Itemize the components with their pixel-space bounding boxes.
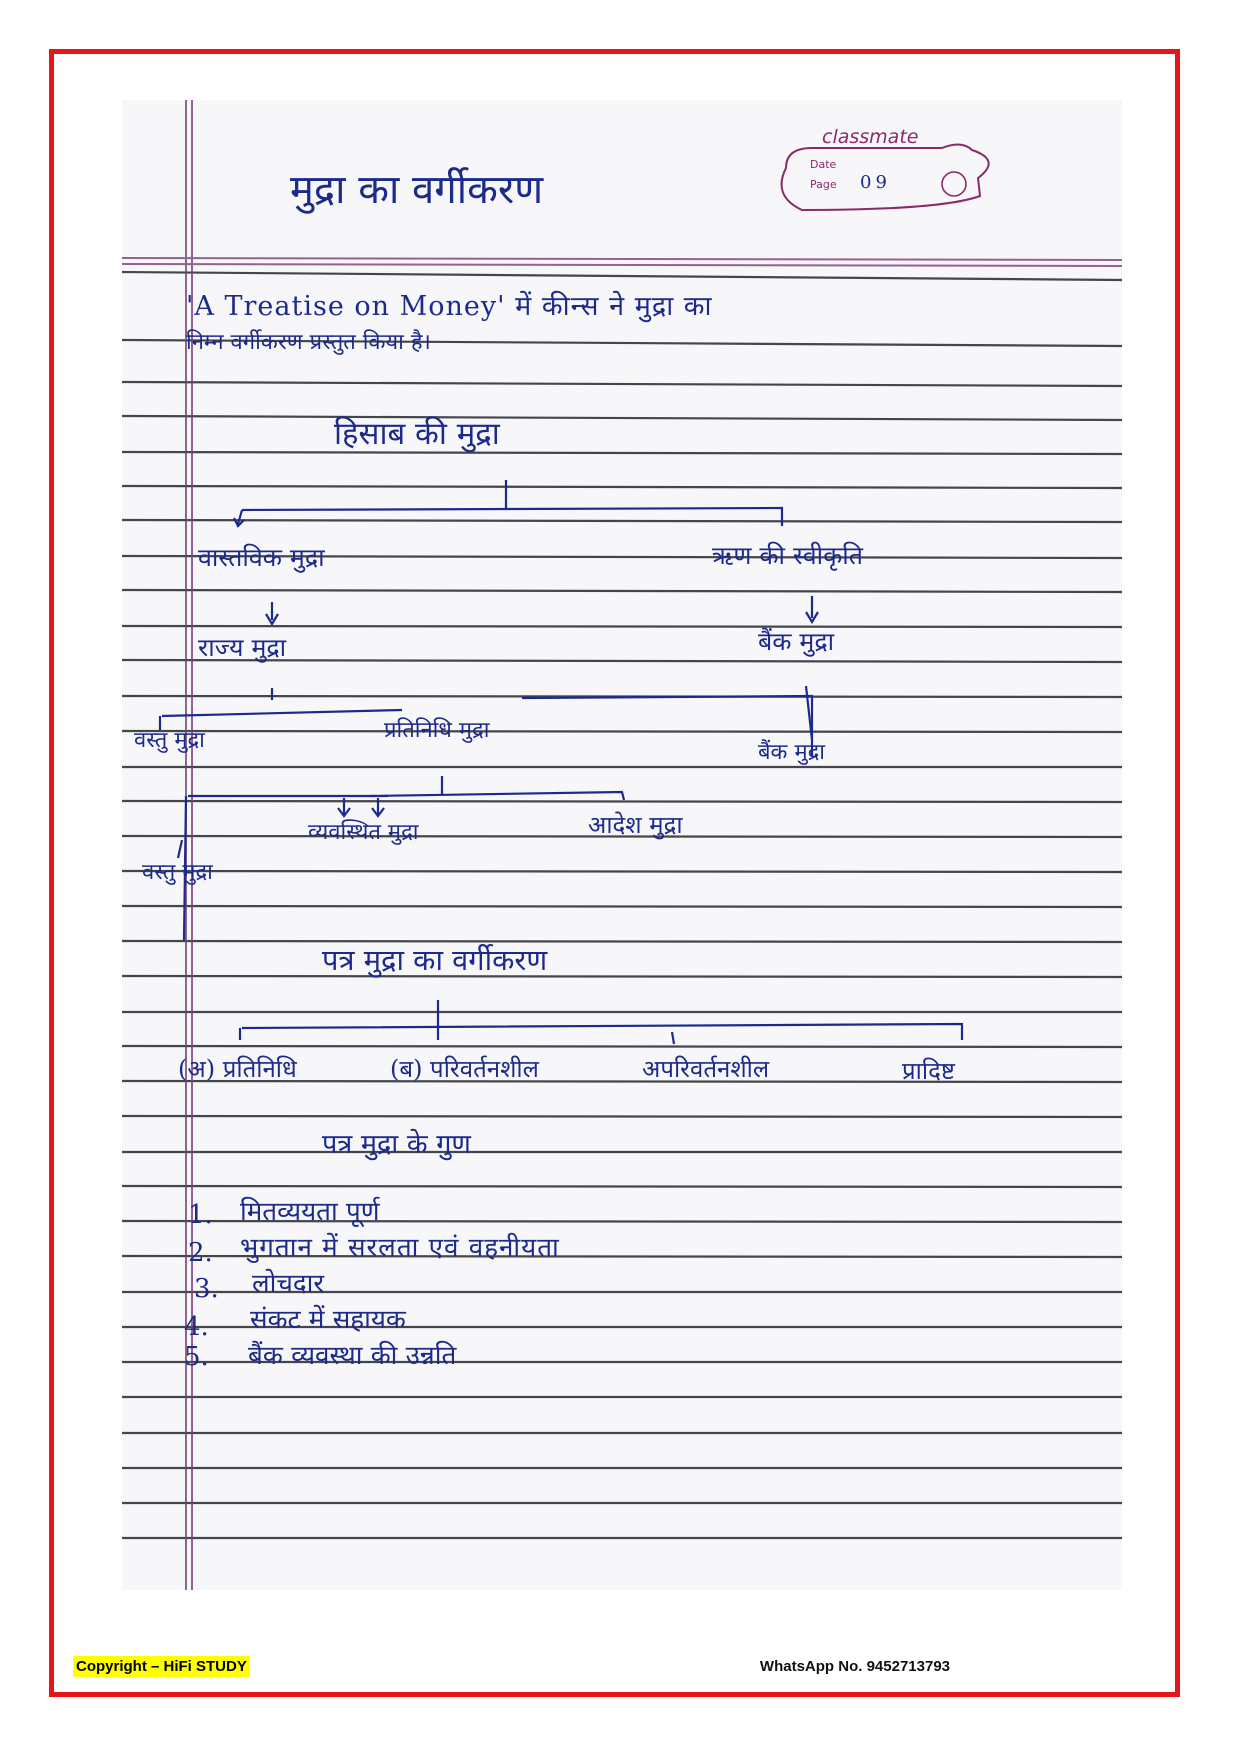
tree-node-bank-money: बैंक मुद्रा: [758, 627, 835, 656]
paper-type-representative: (अ) प्रतिनिधि: [178, 1055, 297, 1083]
tree-node-commodity-money-2: वस्तु मुद्रा: [142, 860, 213, 885]
tree-node-state-money: राज्य मुद्रा: [198, 633, 287, 662]
tree-node-commodity-money: वस्तु मुद्रा: [134, 728, 205, 753]
page-title: मुद्रा का वर्गीकरण: [290, 167, 544, 213]
brand-logo: classmate: [822, 126, 919, 148]
tree-node-real-money: वास्तविक मुद्रा: [198, 543, 325, 572]
page-label: Page: [810, 178, 837, 191]
tree-root: हिसाब की मुद्रा: [334, 416, 500, 452]
merit-number: 4.: [184, 1312, 209, 1342]
intro-line-2: निम्न वर्गीकरण प्रस्तुत किया है।: [186, 330, 431, 355]
paper-type-convertible: (ब) परिवर्तनशील: [390, 1055, 539, 1083]
merits-heading: पत्र मुद्रा के गुण: [322, 1129, 471, 1160]
tree-node-managed-money: व्यवस्थित मुद्रा: [308, 820, 419, 845]
merit-text: मितव्ययता पूर्ण: [240, 1197, 380, 1227]
notebook-page: [122, 100, 1122, 1590]
paper-money-heading: पत्र मुद्रा का वर्गीकरण: [322, 943, 548, 977]
merit-number: 5.: [184, 1342, 209, 1372]
paper-type-inconvertible: अपरिवर्तनशील: [642, 1055, 770, 1083]
copyright-label: Copyright – HiFi STUDY: [73, 1656, 250, 1677]
merit-text: बैंक व्यवस्था की उन्नति: [248, 1341, 457, 1371]
tree-node-representative-money: प्रतिनिधि मुद्रा: [384, 718, 490, 743]
date-label: Date: [810, 158, 837, 171]
merit-text: संकट में सहायक: [250, 1305, 406, 1335]
merit-text: भुगतान में सरलता एवं वहनीयता: [240, 1233, 560, 1263]
merit-number: 2.: [188, 1238, 213, 1268]
whatsapp-contact: WhatsApp No. 9452713793: [759, 1658, 950, 1675]
intro-line-1: 'A Treatise on Money' में कीन्स ने मुद्रा का: [186, 291, 713, 322]
merit-text: लोचदार: [252, 1269, 325, 1299]
tree-node-fiat-money: आदेश मुद्रा: [588, 811, 683, 839]
page-number: 09: [860, 172, 891, 193]
merit-number: 1.: [188, 1200, 213, 1230]
tree-node-bank-money-2: बैंक मुद्रा: [758, 740, 825, 765]
tree-node-credit-acceptance: ऋण की स्वीकृति: [712, 541, 863, 570]
paper-type-fiduciary: प्रादिष्ट: [902, 1057, 955, 1085]
merit-number: 3.: [194, 1274, 219, 1304]
